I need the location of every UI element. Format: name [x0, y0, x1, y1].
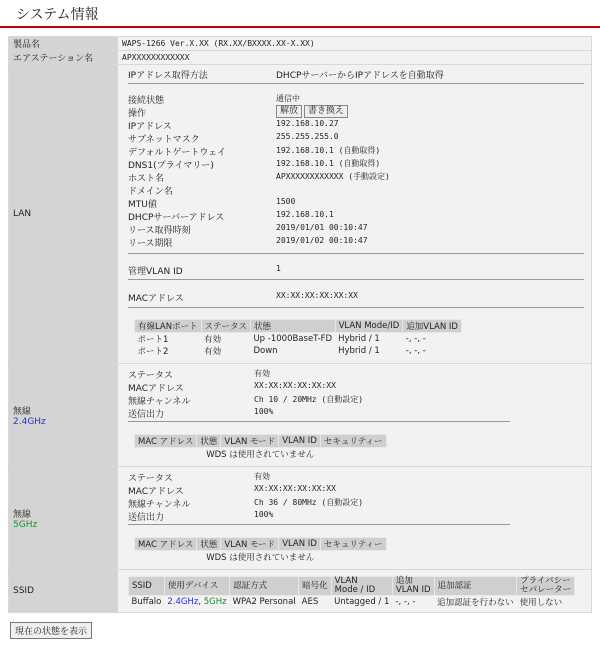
- system-info-table: [8, 36, 592, 613]
- lan-row-label: リース取得時刻: [128, 226, 191, 236]
- port-column-header: 有線LANポート: [135, 320, 202, 333]
- vlan-label: 管理VLAN ID: [128, 267, 183, 277]
- wds-column-header: MAC アドレス: [135, 538, 197, 551]
- band-5ghz: 5GHz: [13, 519, 38, 530]
- ssid-label: SSID: [9, 570, 118, 613]
- lan-operation-buttons: [276, 105, 350, 118]
- wds-column-header: VLAN モード: [221, 435, 279, 448]
- ssid-column-header: VLAN Mode / ID: [331, 577, 392, 596]
- ssid-column-header: 追加 VLAN ID: [392, 577, 434, 596]
- lan-row-label: DNS1(プライマリー): [128, 161, 214, 171]
- wireless-label: 無線: [13, 406, 32, 417]
- wds-24-table: [134, 434, 387, 460]
- wds-24-message: WDS は使用されていません: [206, 450, 315, 460]
- wireless-row-value: 有効: [254, 369, 270, 378]
- lan-row-label: デフォルトゲートウェイ: [128, 148, 227, 158]
- ssid-column-header: 使用デバイス: [164, 577, 229, 596]
- wds-5-table: [134, 537, 387, 563]
- divider: [128, 83, 584, 84]
- lan-row-value: 2019/01/01 00:10:47: [276, 223, 368, 232]
- lan-row-value: APXXXXXXXXXXXX (手動設定): [276, 172, 390, 181]
- lan-section: [118, 65, 592, 364]
- port-row: [135, 333, 462, 346]
- lan-row-label: MTU値: [128, 200, 157, 210]
- wireless-24-section: [118, 364, 592, 467]
- ssid-vlan: Untagged / 1: [334, 597, 390, 607]
- lan-row-label: DHCPサーバーアドレス: [128, 213, 225, 223]
- wireless-row-label: 無線チャンネル: [128, 397, 191, 407]
- refresh-status-button[interactable]: 現在の状態を表示: [10, 622, 92, 639]
- wireless-row-label: 送信出力: [128, 410, 165, 420]
- lan-row-value: 1500: [276, 197, 296, 206]
- lan-row-label: ホスト名: [128, 174, 165, 184]
- port-table: [134, 319, 462, 357]
- ssid-add-vlan: -, -, -: [395, 597, 416, 607]
- device-separator: ,: [198, 597, 204, 607]
- port-row: [135, 345, 462, 357]
- wds-column-header: VLAN ID: [279, 435, 321, 448]
- port-cell: ポート2: [137, 347, 169, 357]
- divider: [128, 279, 584, 280]
- ssid-column-header: 暗号化: [299, 577, 332, 596]
- wireless-row-label: ステータス: [128, 371, 173, 381]
- product-value: WAPS-1266 Ver.X.XX (RX.XX/BXXXX.XX-X.XX): [118, 37, 592, 51]
- wireless-row-label: MACアドレス: [128, 487, 184, 497]
- wireless-row-value: Ch 36 / 80MHz (自動設定): [254, 498, 364, 507]
- port-cell: -, -, -: [405, 346, 426, 356]
- lan-row-value: 通信中: [276, 94, 300, 103]
- wds-column-header: 状態: [197, 435, 221, 448]
- port-column-header: 追加VLAN ID: [403, 320, 462, 333]
- lan-row-value: 2019/01/02 00:10:47: [276, 236, 368, 245]
- port-cell: -, -, -: [405, 334, 426, 344]
- lan-row-value: 255.255.255.0: [276, 132, 339, 141]
- ssid-column-header: プライバシー セパレーター: [517, 577, 575, 596]
- divider: [128, 524, 510, 525]
- device-5: 5GHz: [203, 597, 227, 607]
- station-value: APXXXXXXXXXXXX: [118, 51, 592, 65]
- mac-label: MACアドレス: [128, 294, 184, 304]
- vlan-value: 1: [276, 264, 281, 273]
- wireless-row-label: MACアドレス: [128, 384, 184, 394]
- port-cell: ポート1: [137, 335, 169, 345]
- ssid-privacy: 使用しない: [519, 598, 563, 608]
- wds-column-header: セキュリティー: [320, 435, 386, 448]
- ssid-devices: [164, 596, 229, 609]
- page-title: システム情報: [16, 7, 99, 23]
- product-label: 製品名: [9, 37, 118, 51]
- ssid-auth: WPA2 Personal: [232, 597, 296, 607]
- port-cell: Down: [253, 346, 278, 356]
- ip-method-value: DHCPサーバーからIPアドレスを自動取得: [276, 71, 444, 81]
- port-cell: Hybrid / 1: [338, 346, 380, 356]
- wds-column-header: VLAN ID: [279, 538, 321, 551]
- ssid-column-header: SSID: [129, 577, 165, 596]
- wds-column-header: セキュリティー: [320, 538, 386, 551]
- divider: [128, 307, 584, 308]
- ssid-name: Buffalo: [131, 597, 162, 607]
- wireless-24-label: [9, 364, 118, 467]
- wireless-row-label: ステータス: [128, 474, 173, 484]
- port-column-header: 状態: [250, 320, 335, 333]
- lan-label: LAN: [9, 65, 118, 364]
- wds-column-header: MAC アドレス: [135, 435, 197, 448]
- divider: [128, 253, 584, 254]
- wireless-row-value: 100%: [254, 510, 274, 519]
- wireless-row-value: XX:XX:XX:XX:XX:XX: [254, 484, 336, 493]
- divider: [128, 421, 510, 422]
- title-bar: [0, 0, 600, 28]
- port-column-header: ステータス: [201, 320, 250, 333]
- wireless-5-label: [9, 467, 118, 570]
- lan-row-label: 操作: [128, 109, 147, 119]
- ssid-column-header: 追加認証: [434, 577, 517, 596]
- wireless-5-section: [118, 467, 592, 570]
- band-24ghz: 2.4GHz: [13, 416, 46, 427]
- wireless-row-label: 送信出力: [128, 513, 165, 523]
- lan-row-value: 192.168.10.1 (自動取得): [276, 146, 381, 155]
- release-button[interactable]: 解放: [276, 105, 302, 118]
- ip-method-label: IPアドレス取得方法: [128, 71, 208, 81]
- lan-row-label: ドメイン名: [128, 187, 173, 197]
- mac-value: XX:XX:XX:XX:XX:XX: [276, 291, 358, 300]
- wireless-row-value: Ch 10 / 20MHz (自動設定): [254, 395, 364, 404]
- port-cell: Hybrid / 1: [338, 334, 380, 344]
- wireless-row-value: 有効: [254, 472, 270, 481]
- ssid-add-auth: 追加認証を行わない: [437, 598, 514, 608]
- wireless-row-value: 100%: [254, 407, 274, 416]
- wds-5-message: WDS は使用されていません: [206, 553, 315, 563]
- lan-row-value: 192.168.10.1 (自動取得): [276, 159, 381, 168]
- ssid-section: [118, 570, 592, 613]
- port-column-header: VLAN Mode/ID: [335, 320, 403, 333]
- lan-row-label: リース期限: [128, 239, 173, 249]
- wds-column-header: 状態: [197, 538, 221, 551]
- ssid-column-header: 認証方式: [230, 577, 299, 596]
- renew-button[interactable]: 書き換え: [304, 105, 348, 118]
- wireless-row-value: XX:XX:XX:XX:XX:XX: [254, 381, 336, 390]
- wireless-label: 無線: [13, 509, 32, 520]
- port-cell: 有効: [204, 335, 222, 345]
- ssid-table: [128, 576, 575, 608]
- lan-row-value: 192.168.10.1: [276, 210, 334, 219]
- station-label: エアステーション名: [9, 51, 118, 65]
- lan-row-label: 接続状態: [128, 96, 165, 106]
- ssid-encryption: AES: [301, 597, 319, 607]
- lan-row-label: サブネットマスク: [128, 135, 200, 145]
- lan-row-label: IPアドレス: [128, 122, 172, 132]
- ssid-row: [129, 596, 575, 609]
- device-24: 2.4GHz: [167, 597, 199, 607]
- lan-row-value: 192.168.10.27: [276, 119, 339, 128]
- wireless-row-label: 無線チャンネル: [128, 500, 191, 510]
- port-cell: 有効: [204, 347, 222, 357]
- wds-column-header: VLAN モード: [221, 538, 279, 551]
- port-cell: Up -1000BaseT-FD: [253, 334, 333, 344]
